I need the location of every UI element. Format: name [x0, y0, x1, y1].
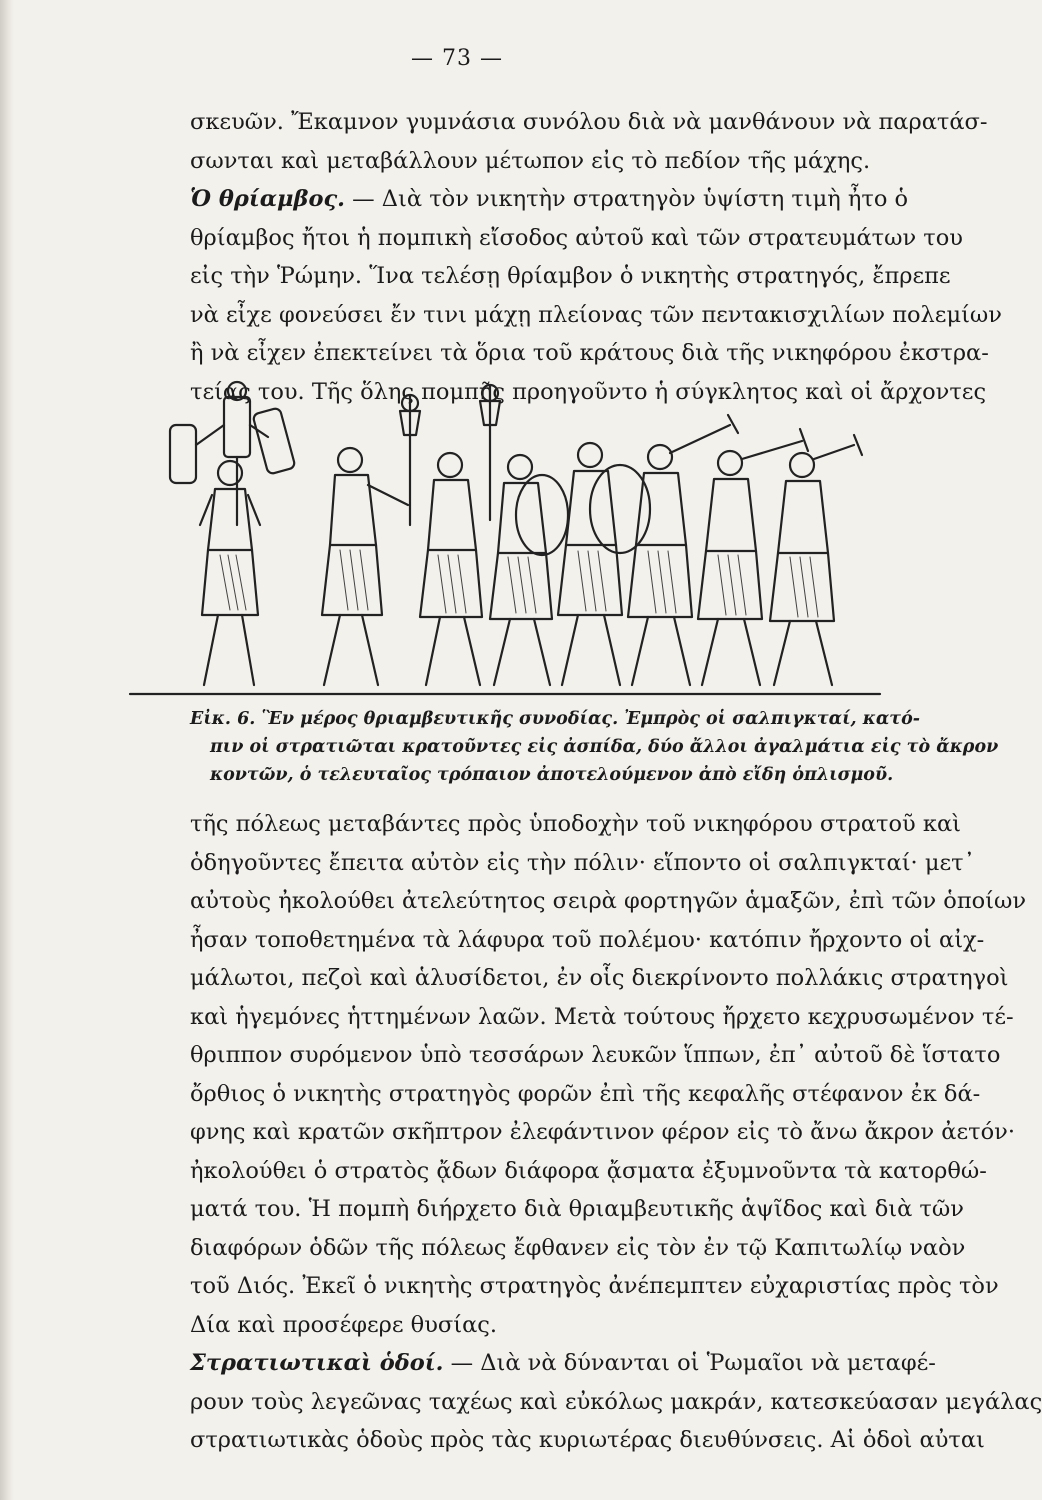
text-line: αὐτοὺς ἠκολούθει ἀτελεύτητος σειρὰ φορτηγῶν ἁμαξῶν, ἐπὶ τῶν ὁποίων — [190, 888, 1027, 914]
text-line: θρίαμβος ἤτοι ἡ πομπικὴ εἴσοδος αὐτοῦ καὶ τῶν στρατευμάτων του — [190, 224, 963, 251]
section-heading-triumph: Ὁ θρίαμβος. — [190, 186, 345, 212]
caption-line: κοντῶν, ὁ τελευταῖος τρόπαιον ἀποτελούμενον ἀπὸ εἴδη ὁπλισμοῦ. — [210, 765, 894, 785]
text-line: ἠκολούθει ὁ στρατὸς ᾄδων διάφορα ᾄσματα ἐξυμνοῦντα τὰ κατορθώ- — [190, 1157, 987, 1184]
text-line: μάλωτοι, πεζοὶ καὶ ἁλυσίδετοι, ἐν οἷς διεκρίνοντο πολλάκις στρατηγοὶ — [190, 965, 1009, 991]
procession-illustration — [190, 385, 880, 700]
page-number: — 73 — — [411, 46, 503, 71]
hatching — [220, 550, 818, 617]
top-text-block — [190, 103, 1002, 411]
text-fragment: — Διὰ τὸν νικητὴν στρατηγὸν ὑψίστη τιμὴ ἦτο ὁ — [352, 186, 909, 212]
text-line: θριππον συρόμενον ὑπὸ τεσσάρων λευκῶν ἵππων, ἐπ᾽ αὐτοῦ δὲ ἵστατο — [190, 1042, 1001, 1068]
section-start-line — [190, 180, 909, 219]
text-line: ρουν τοὺς λεγεῶνας ταχέως καὶ εὐκόλως μακράν, κατεσκεύασαν μεγάλας — [190, 1388, 1042, 1415]
text-line: φνης καὶ κρατῶν σκῆπτρον ἐλεφάντινον φέρον εἰς τὸ ἄνω ἄκρον ἀετόν· — [190, 1119, 1015, 1145]
trumpeter-2 — [698, 429, 808, 685]
figure-caption — [190, 705, 999, 789]
text-line: τῆς πόλεως μεταβάντες πρὸς ὑποδοχὴν τοῦ νικηφόρου στρατοῦ καὶ — [190, 811, 961, 837]
text-line: τείας του. Τῆς ὅλης πομπῆς προηγοῦντο ἡ σύγκλητος καὶ οἱ ἄρχοντες — [190, 378, 987, 405]
text-line: καὶ ἡγεμόνες ἡττημένων λαῶν. Μετὰ τούτους ἤρχετο κεχρυσωμένον τέ- — [190, 1003, 1014, 1030]
section-heading-military-roads: Στρατιωτικαὶ ὁδοί. — [190, 1350, 444, 1376]
text-line: ἦσαν τοποθετημένα τὰ λάφυρα τοῦ πολέμου· κατόπιν ἤρχοντο οἱ αἰχ- — [190, 926, 985, 953]
text-line: σωνται καὶ μεταβάλλουν μέτωπον εἰς τὸ πεδίον τῆς μάχης. — [190, 147, 871, 174]
text-line: στρατιωτικὰς ὁδοὺς πρὸς τὰς κυριωτέρας διευθύνσεις. Αἱ ὁδοὶ αὐται — [190, 1427, 985, 1453]
trophy-figure — [170, 382, 296, 525]
shield-bearer-2 — [558, 443, 650, 685]
statuette-bearer-1 — [322, 395, 420, 685]
body-text-block — [190, 805, 1042, 1460]
text-line: ἢ νὰ εἶχεν ἐπεκτείνει τὰ ὅρια τοῦ κράτους διὰ τῆς νικηφόρου ἐκστρα- — [190, 340, 989, 366]
statuette-bearer-2 — [420, 385, 500, 685]
text-line: εἰς τὴν Ῥώμην. Ἵνα τελέσῃ θρίαμβον ὁ νικητὴς στρατηγός, ἔπρεπε — [190, 263, 951, 289]
trumpeter-3 — [770, 435, 862, 685]
procession-drawing — [190, 385, 880, 700]
text-line: σκευῶν. Ἔκαμνον γυμνάσια συνόλου διὰ νὰ μανθάνουν νὰ παρατάσ- — [190, 109, 988, 135]
text-fragment: — Διὰ νὰ δύνανται οἱ Ῥωμαῖοι νὰ μεταφέ- — [450, 1350, 936, 1376]
page-edge-shadow — [0, 0, 14, 1500]
text-line: ὁδηγοῦντες ἔπειτα αὐτὸν εἰς τὴν πόλιν· εἵποντο οἱ σαλπιγκταί· μετ᾽ — [190, 849, 975, 876]
text-line: νὰ εἶχε φονεύσει ἔν τινι μάχῃ πλείονας τῶν πεντακισχιλίων πολεμίων — [190, 301, 1002, 328]
section-start-line — [190, 1344, 936, 1383]
text-line: τοῦ Διός. Ἐκεῖ ὁ νικητὴς στρατηγὸς ἀνέπεμπτεν εὐχαριστίας πρὸς τὸν — [190, 1273, 999, 1299]
text-line: ὄρθιος ὁ νικητὴς στρατηγὸς φορῶν ἐπὶ τῆς κεφαλῆς στέφανον ἐκ δά- — [190, 1080, 981, 1107]
text-line: Δία καὶ προσέφερε θυσίας. — [190, 1311, 498, 1338]
shield-bearer-1 — [490, 455, 568, 685]
soldier-figure — [200, 461, 260, 685]
caption-line: Εἰκ. 6. Ἓν μέρος θριαμβευτικῆς συνοδίας. Ἐμπρὸς οἱ σαλπιγκταί, κατό- — [190, 709, 921, 729]
caption-line: πιν οἱ στρατιῶται κρατοῦντες εἰς ἀσπίδα, δύο ἄλλοι ἀγαλμάτια εἰς τὸ ἄκρον — [210, 737, 999, 757]
text-line: ματά του. Ἡ πομπὴ διήρχετο διὰ θριαμβευτικῆς ἁψῖδος καὶ διὰ τῶν — [190, 1196, 964, 1222]
text-line: διαφόρων ὁδῶν τῆς πόλεως ἔφθανεν εἰς τὸν ἐν τῷ Καπιτωλίῳ ναὸν — [190, 1234, 966, 1261]
